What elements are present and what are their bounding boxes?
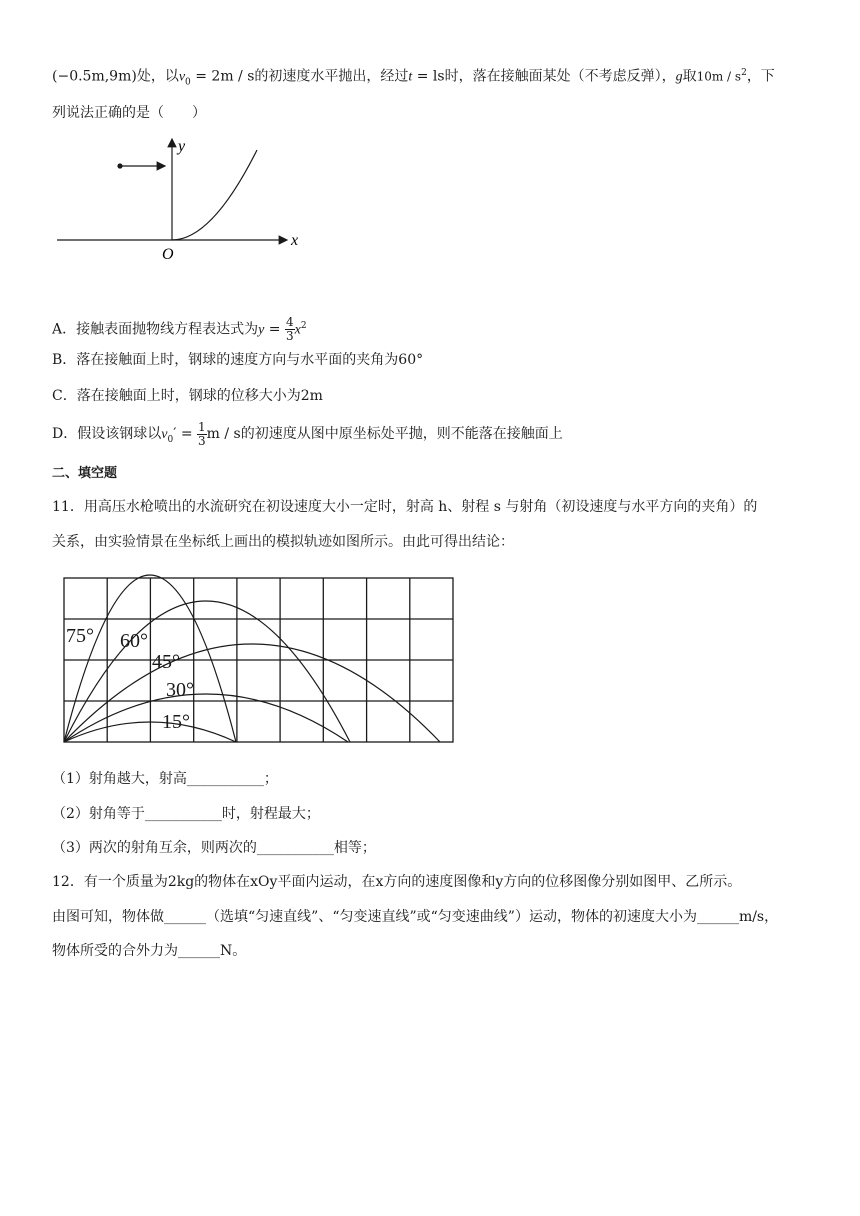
origin-label: O	[162, 246, 174, 263]
q10-stem-line2: 列说法正确的是（ ）	[52, 105, 206, 121]
angle-label-45: 45°	[152, 651, 180, 673]
q12-stem-line3: 物体所受的合外力为______N。	[52, 943, 247, 959]
q12-stem-line1: 12．有一个质量为2kg的物体在xOy平面内运动，在x方向的速度图像和y方向的位移图像分别如图甲、乙所示。	[52, 874, 742, 890]
trajectories	[64, 575, 440, 742]
fraction-1-3: $\frac{1}{3}$	[198, 419, 206, 448]
q11-stem-line2: 关系，由实验情景在坐标纸上画出的模拟轨迹如图所示。由此可得出结论：	[52, 534, 514, 550]
angle-label-15: 15°	[162, 711, 190, 733]
q11-stem-line1: 11．用高压水枪喷出的水流研究在初设速度大小一定时，射高 h、射程 s 与射角（初设速度与水平方向的夹角）的	[52, 499, 758, 515]
y-axis-label: y	[178, 138, 186, 155]
fraction-4-3: $\frac{4}{3}$	[285, 315, 294, 344]
q10-coord: (−0.5m,9m)	[52, 68, 137, 85]
q10-option-c: C．落在接触面上时，钢球的位移大小为2m	[52, 388, 323, 404]
angle-label-75: 75°	[66, 625, 94, 647]
q11-subquestion-1: （1）射角越大，射高___________；	[52, 771, 278, 787]
q10-stem-line1: (−0.5m,9m)处，以$v_0 = 2m / s$的初速度水平抛出，经过t = ls时，落在接触面某处（不考虑反弹），g取$10m / s^2$，下	[52, 68, 775, 88]
angle-label-60: 60°	[120, 630, 148, 652]
grid-paper	[64, 578, 453, 742]
trajectory-45	[64, 644, 440, 742]
q10-figure	[52, 135, 312, 265]
q11-subquestion-2: （2）射角等于___________时，射程最大；	[52, 806, 320, 822]
angle-label-30: 30°	[166, 679, 194, 701]
q10-option-a: A．接触表面抛物线方程表达式为y = $\frac{4}{3}$ $x^2$	[52, 315, 307, 344]
x-axis-label: x	[291, 232, 299, 249]
contact-parabola	[172, 150, 257, 240]
q12-stem-line2: 由图可知，物体做______（选填“匀速直线”、“匀变速直线”或“匀变速曲线”）运动，物体的初速度大小为______m/s，	[52, 909, 779, 925]
q11-subquestion-3: （3）两次的射角互余，则两次的___________相等；	[52, 840, 376, 856]
q11-trajectory-figure	[60, 574, 460, 746]
section-title: 二、填空题	[52, 466, 118, 481]
q10-option-b: B．落在接触面上时，钢球的速度方向与水平面的夹角为60°	[52, 352, 424, 368]
q10-option-d: D．假设该钢球以$v_0'$ = $\frac{1}{3}$ m / s的初速度从图中原坐标处平抛，则不能落在接触面上	[52, 419, 563, 448]
